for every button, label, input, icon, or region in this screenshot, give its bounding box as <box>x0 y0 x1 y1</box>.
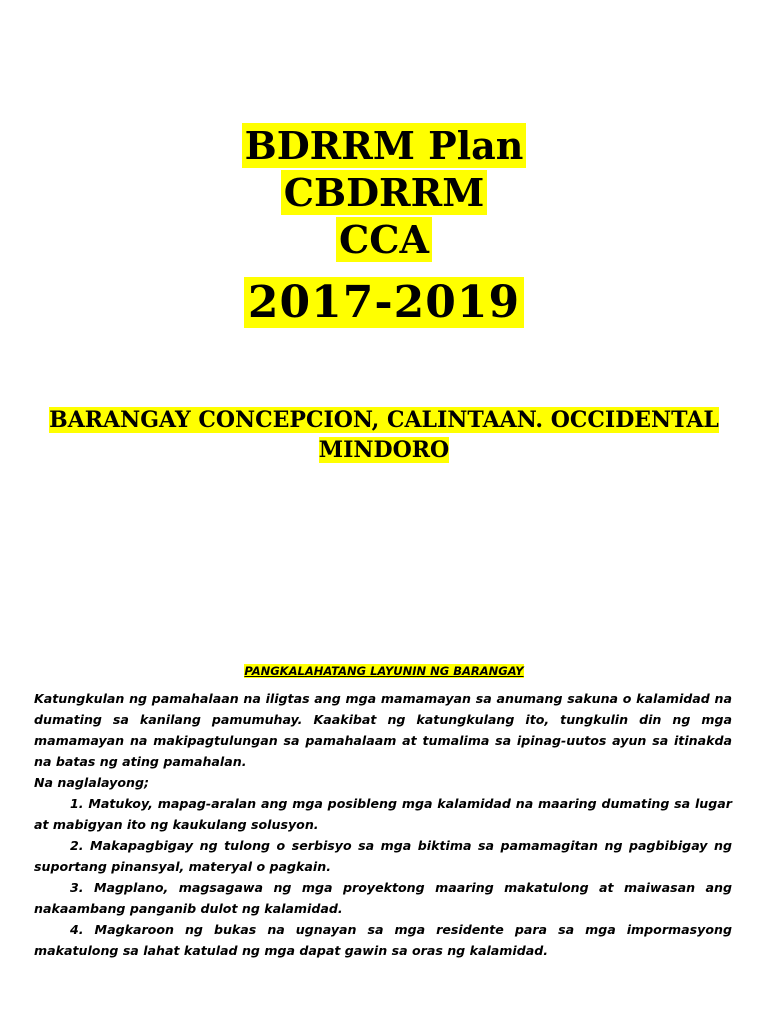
title-cbdrrm-text: CBDRRM <box>281 170 488 215</box>
title-line-plan <box>0 122 768 169</box>
title-line-cca <box>0 216 768 263</box>
title-line-cbdrrm <box>0 169 768 216</box>
barangay-heading-text: BARANGAY CONCEPCION, CALINTAAN. OCCIDENTAL MINDORO <box>49 407 719 463</box>
section-heading <box>0 664 768 678</box>
title-block <box>0 122 768 331</box>
objective-item: 2. Makapagbigay ng tulong o serbisyo sa mga biktima sa pamamagitan ng pagbibigay ng suportang pinansyal, materyal o pagkain. <box>34 838 732 874</box>
plan-years-text: 2017-2019 <box>244 277 524 328</box>
title-cca-text: CCA <box>336 217 432 262</box>
title-plan-text: BDRRM Plan <box>242 123 527 168</box>
plan-years <box>0 275 768 331</box>
barangay-heading <box>40 405 728 465</box>
intro-paragraph: Katungkulan ng pamahalaan na iligtas ang mga mamamayan sa anumang sakuna o kalamidad na dumating sa kanilang pamumuhay. Kaakibat ng katungkulang ito, tungkulin din ng mga mamamayan na makipagtulungan sa pamahalaam at tumalima sa ipinag-uutos ayun sa itinakda na batas ng ating pamahalan. <box>34 691 732 769</box>
section-heading-text: PANGKALAHATANG LAYUNIN NG BARANGAY <box>244 664 524 678</box>
objective-item: 1. Matukoy, mapag-aralan ang mga posibleng mga kalamidad na maaring dumating sa lugar at mabigyan ito ng kaukulang solusyon. <box>34 796 732 832</box>
objective-item: 3. Magplano, magsagawa ng mga proyektong maaring makatulong at maiwasan ang nakaambang panganib dulot ng kalamidad. <box>34 880 732 916</box>
list-lead: Na naglalayong; <box>34 775 150 790</box>
objective-item: 4. Magkaroon ng bukas na ugnayan sa mga residente para sa mga impormasyong makatulong sa lahat katulad ng mga dapat gawin sa oras ng kalamidad. <box>34 922 732 958</box>
body-text <box>34 688 732 961</box>
